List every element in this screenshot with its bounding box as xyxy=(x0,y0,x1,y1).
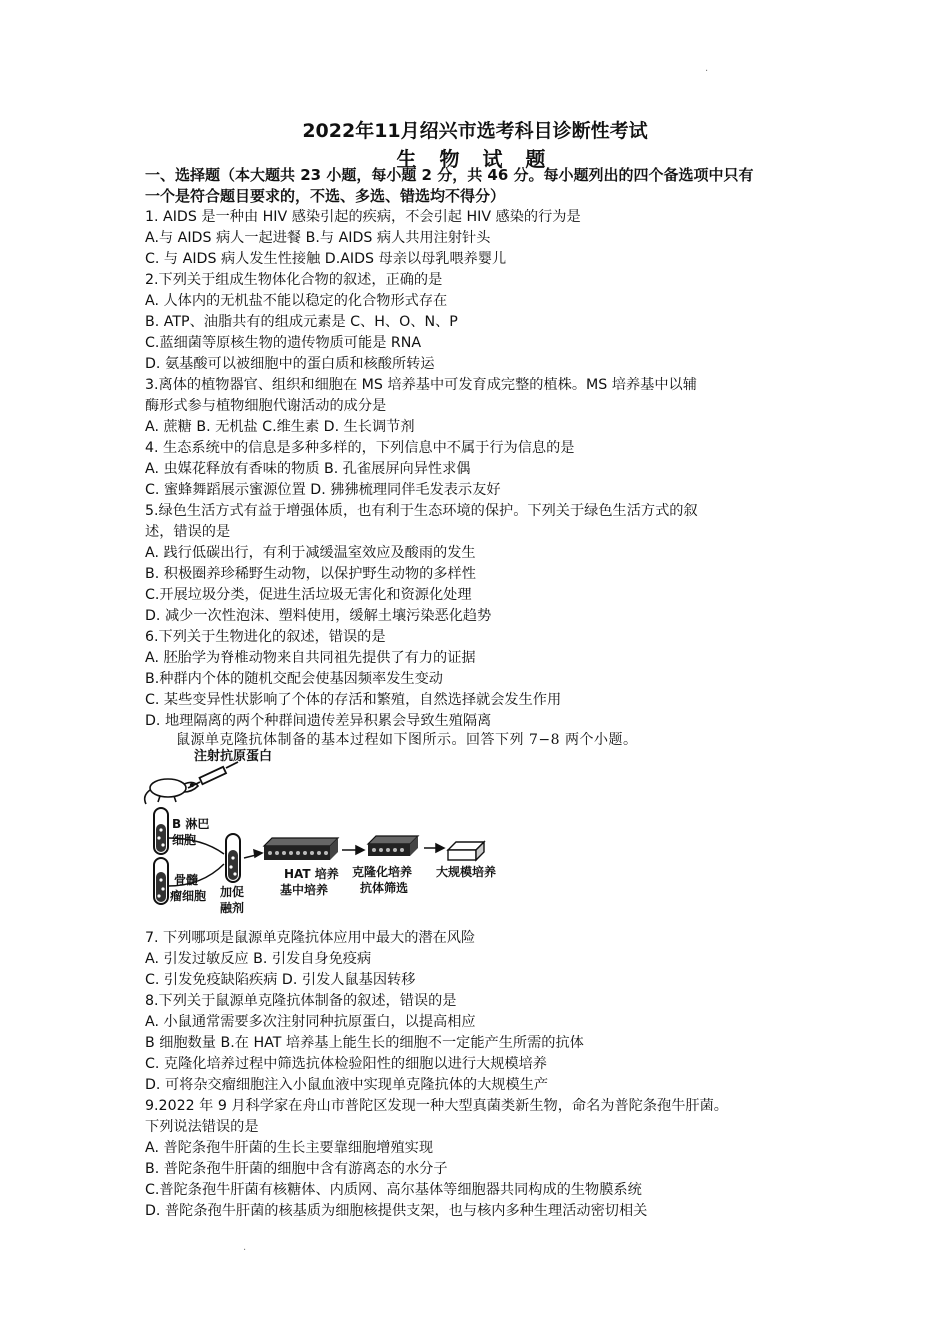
arrow-to-clone xyxy=(342,846,364,854)
question-line: B. 普陀条孢牛肝菌的细胞中含有游离态的水分子 xyxy=(145,1161,448,1177)
question-line: A. 虫媒花释放有香味的物质 B. 孔雀展屏向异性求偶 xyxy=(145,461,471,477)
label-myeloma-1: 骨髓 xyxy=(174,873,199,887)
exam-title: 2022年11月绍兴市选考科目诊断性考试 xyxy=(302,120,648,142)
monoclonal-antibody-diagram xyxy=(140,746,520,918)
question-line: D. 可将杂交瘤细胞注入小鼠血液中实现单克隆抗体的大规模生产 xyxy=(145,1077,549,1093)
exam-subject: 生 物 试 题 xyxy=(396,147,554,171)
scan-dot: · xyxy=(243,1245,247,1256)
arrow-to-scale xyxy=(424,844,444,852)
question-line: 4. 生态系统中的信息是多种多样的，下列信息中不属于行为信息的是 xyxy=(145,440,575,456)
question-line: C.蓝细菌等原核生物的遗传物质可能是 RNA xyxy=(145,335,422,351)
question-line: C.普陀条孢牛肝菌有核糖体、内质网、高尔基体等细胞器共同构成的生物膜系统 xyxy=(145,1182,642,1198)
question-line: B 细胞数量 B.在 HAT 培养基上能生长的细胞不一定能产生所需的抗体 xyxy=(145,1035,584,1051)
question-line: B. ATP、油脂共有的组成元素是 C、H、O、N、P xyxy=(145,314,458,330)
question-line: A. 蔗糖 B. 无机盐 C.维生素 D. 生长调节剂 xyxy=(145,419,415,435)
clone-culture-plate xyxy=(368,836,418,856)
question-line: 酶形式参与植物细胞代谢活动的成分是 xyxy=(145,398,387,414)
question-line: A. 践行低碳出行，有利于减缓温室效应及酸雨的发生 xyxy=(145,545,476,561)
scan-dot: · xyxy=(705,66,709,77)
question-line: 3.离体的植物器官、组织和细胞在 MS 培养基中可发育成完整的植株。MS 培养基中以辅 xyxy=(145,377,697,393)
question-line: 5.绿色生活方式有益于增强体质，也有利于生态环境的保护。下列关于绿色生活方式的叙 xyxy=(145,503,698,519)
question-line: 1. AIDS 是一种由 HIV 感染引起的疾病，不会引起 HIV 感染的行为是 xyxy=(145,209,581,225)
figure-intro: 鼠源单克隆抗体制备的基本过程如下图所示。回答下列 7−8 两个小题。 xyxy=(176,732,638,748)
question-line: 7. 下列哪项是鼠源单克隆抗体应用中最大的潜在风险 xyxy=(145,930,476,946)
hat-culture-plate xyxy=(264,838,338,860)
question-line: A. 小鼠通常需要多次注射同种抗原蛋白，以提高相应 xyxy=(145,1014,476,1030)
bioreactor-box xyxy=(448,842,484,860)
label-b-lymphocyte-2: 细胞 xyxy=(172,833,197,847)
question-line: 8.下列关于鼠源单克隆抗体制备的叙述，错误的是 xyxy=(145,993,457,1009)
question-line: C. 某些变异性状影响了个体的存活和繁殖，自然选择就会发生作用 xyxy=(145,692,562,708)
myeloma-tube xyxy=(154,858,168,904)
label-hat-1: HAT 培养 xyxy=(284,867,339,881)
label-hat-2: 基中培养 xyxy=(280,883,329,897)
label-myeloma-2: 瘤细胞 xyxy=(170,889,207,903)
question-line: A. 普陀条孢牛肝菌的生长主要靠细胞增殖实现 xyxy=(145,1140,434,1156)
syringe-icon xyxy=(188,762,238,788)
question-line: D. 氨基酸可以被细胞中的蛋白质和核酸所转运 xyxy=(145,356,435,372)
label-clone-2: 抗体筛选 xyxy=(360,881,409,895)
label-b-lymphocyte-1: B 淋巴 xyxy=(172,817,210,831)
question-line: C. 蜜蜂舞蹈展示蜜源位置 D. 狒狒梳理同伴毛发表示友好 xyxy=(145,482,501,498)
mouse-icon xyxy=(145,779,198,804)
question-line: B.种群内个体的随机交配会使基因频率发生变动 xyxy=(145,671,443,687)
label-scale: 大规模培养 xyxy=(436,865,497,879)
section-heading-line-2: 一个是符合题目要求的，不选、多选、错选均不得分） xyxy=(145,187,506,205)
label-clone-1: 克隆化培养 xyxy=(352,865,413,879)
questions-7-to-9 xyxy=(145,928,825,1222)
label-fusion-1: 加促 xyxy=(220,885,245,899)
question-line: A. 引发过敏反应 B. 引发自身免疫病 xyxy=(145,951,372,967)
fusion-tube xyxy=(226,834,240,882)
question-line: C.开展垃圾分类，促进生活垃圾无害化和资源化处理 xyxy=(145,587,472,603)
questions-1-to-6 xyxy=(145,207,825,732)
arrow-to-hat xyxy=(244,850,262,858)
section-heading-line-1: 一、选择题（本大题共 23 小题，每小题 2 分，共 46 分。每小题列出的四个备选项中只有 xyxy=(145,166,754,184)
question-line: 下列说法错误的是 xyxy=(145,1119,259,1135)
question-line: A. 胚胎学为脊椎动物来自共同祖先提供了有力的证据 xyxy=(145,650,476,666)
question-line: A.与 AIDS 病人一起进餐 B.与 AIDS 病人共用注射针头 xyxy=(145,230,491,246)
question-line: A. 人体内的无机盐不能以稳定的化合物形式存在 xyxy=(145,293,448,309)
label-fusion-2: 融剂 xyxy=(220,901,245,915)
question-line: D. 普陀条孢牛肝菌的核基质为细胞核提供支架，也与核内多种生理活动密切相关 xyxy=(145,1203,648,1219)
question-line: C. 克隆化培养过程中筛选抗体检验阳性的细胞以进行大规模培养 xyxy=(145,1056,547,1072)
question-line: B. 积极圈养珍稀野生动物，以保护野生动物的多样性 xyxy=(145,566,476,582)
question-line: D. 地理隔离的两个种群间遗传差异积累会导致生殖隔离 xyxy=(145,713,492,729)
label-inject: 注射抗原蛋白 xyxy=(194,749,273,764)
question-line: C. 与 AIDS 病人发生性接触 D.AIDS 母亲以母乳喂养婴儿 xyxy=(145,251,507,267)
question-line: C. 引发免疫缺陷疾病 D. 引发人鼠基因转移 xyxy=(145,972,416,988)
question-line: 9.2022 年 9 月科学家在舟山市普陀区发现一种大型真菌类新生物，命名为普陀条孢牛肝菌。 xyxy=(145,1098,728,1114)
question-line: 述，错误的是 xyxy=(145,524,231,540)
b-lymphocyte-tube xyxy=(154,808,168,854)
question-line: D. 减少一次性泡沫、塑料使用，缓解土壤污染恶化趋势 xyxy=(145,608,492,624)
question-line: 6.下列关于生物进化的叙述，错误的是 xyxy=(145,629,386,645)
question-line: 2.下列关于组成生物体化合物的叙述，正确的是 xyxy=(145,272,443,288)
